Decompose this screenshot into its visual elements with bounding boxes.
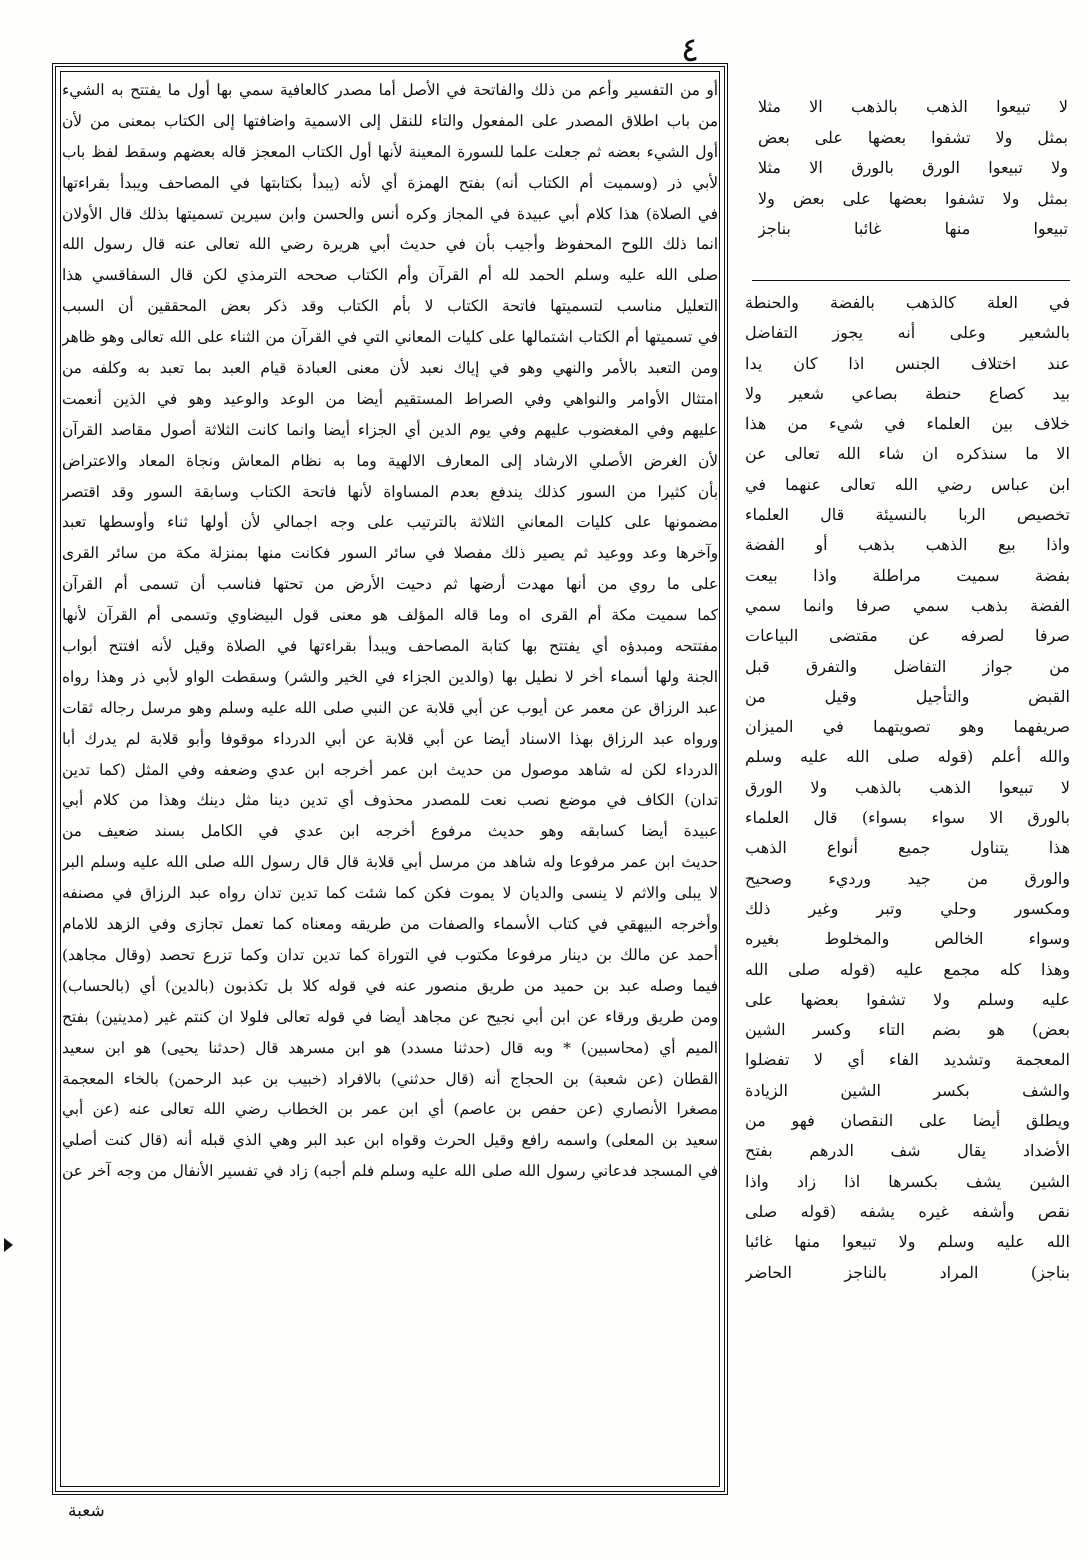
- margin-commentary-line: والشف بكسر الشين الزيادة: [745, 1080, 1070, 1100]
- main-text-line: الميم أي (محاسبين) * وبه قال (حدثنا مسدد) هو ابن مسرهد قال (حدثنا يحيى) هو ابن سعيد: [62, 1038, 718, 1057]
- margin-commentary-line: لا تبيعوا الذهب بالذهب ولا الورق: [745, 777, 1070, 797]
- margin-commentary-line: والله أعلم (قوله صلى الله عليه وسلم: [745, 747, 1070, 767]
- main-text-line: الدرداء لكن له شاهد موصول من حديث ابن عمر أخرجه ابن عدي وضعفه وفي المثل (كما تدين: [62, 760, 718, 779]
- margin-commentary-line: ومكسور وحلي وتبر وغير ذلك: [745, 898, 1070, 918]
- catchword: شعبة: [68, 1501, 105, 1521]
- margin-commentary-line: تخصيص الربا بالنسيئة قال العلماء: [745, 505, 1070, 525]
- page-edge-marker: [4, 1238, 13, 1252]
- main-text-line: في المسجد فدعاني رسول الله صلى الله عليه وسلم فلم أجبه) زاد في تفسير الأنفال من وجه آخر عن: [62, 1162, 718, 1181]
- margin-hadith-line: لا تبيعوا الذهب بالذهب الا مثلا: [758, 97, 1068, 116]
- main-text-line: صلى الله عليه وسلم الحمد لله أم القرآن وأم الكتاب صححه الترمذي لكن قال السفاقسي هذا: [62, 266, 718, 285]
- margin-hadith-line: تبيعوا منها غائبا بناجز: [758, 219, 1068, 238]
- main-text-line: ومن التعبد بالأمر والنهي وهو في إياك نعبد لأن معنى العبادة قيام العبد بما تعبد به وكلفه من: [62, 359, 718, 378]
- main-text-line: وأخرجه البيهقي في كتاب الأسماء والصفات من طريقه ومعناه كما تعمل تجازى وفي الزهد للامام: [62, 915, 718, 934]
- main-text-line: بأن كثيرا من السور كذلك يندفع بعدم المساواة لأنها فاتحة الكتاب وسابقة السور وقد اقتصر: [62, 482, 718, 501]
- margin-commentary-line: هذا يتناول جميع أنواع الذهب: [745, 838, 1070, 858]
- margin-commentary-line: خلاف بين العلماء في شيء من هذا: [745, 414, 1070, 434]
- main-text-line: كما سميت مكة أم القرى اه وما قاله المؤلف هو معنى قول البيضاوي وتسمى أم القرآن لأنها: [62, 606, 718, 625]
- main-text-line: أول الشيء بعضه ثم جعلت علما للسورة المعينة لأنها أول الكتاب المعجز قاله بعضهم وسقط لفظ باب: [62, 142, 718, 161]
- margin-commentary-line: بناجز) المراد بالناجز الحاضر: [745, 1262, 1070, 1282]
- main-text-line: تدان) الكاف في موضع نصب نعت للمصدر محذوف أي تدين دينا مثل دينك وهذا من كلام أبي: [62, 791, 718, 810]
- main-text-line: لا يبلى والاثم لا ينسى والديان لا يموت فكن كما شئت كما تدين تدان رواه عبد الرزاق في مصنفه: [62, 884, 718, 903]
- main-text-line: مصغرا الأنصاري (عن حفص بن عاصم) أي ابن عمر بن الخطاب رضي الله تعالى عنه (عن أبي: [62, 1100, 718, 1119]
- main-text-line: مفتتحه ومبدؤه أي يفتتح بها كتابة المصاحف ويبدأ بقراءتها في الصلاة وقيل لأنه افتتح أبواب: [62, 637, 718, 656]
- main-text-line: لأن الغرض الأصلي الارشاد إلى المعارف الالهية وما به نظام المعاش ونجاة المعاد والاعتراض: [62, 451, 718, 470]
- margin-commentary-line: صرفا لصرفه عن مقتضى البياعات: [745, 626, 1070, 646]
- main-text-line: من باب اطلاق المصدر على المفعول والتاء للنقل إلى الاسمية واضافتها إلى الكتاب بمعنى من لأن: [62, 111, 718, 130]
- margin-commentary-line: عليه وسلم ولا تشفوا بعضها على: [745, 989, 1070, 1009]
- main-text-line: عليهم وفي المغضوب عليهم وفي يوم الدين أي الجزاء أيضا وانما كانت الثلاثة أصول مقاصد القرآن: [62, 420, 718, 439]
- main-text-line: حديث ابن عمر مرفوعا وله شاهد من مرسل أبي قلابة قال قال رسول الله صلى الله عليه وسلم البر: [62, 853, 718, 872]
- page-number: ٤: [680, 30, 700, 70]
- main-text-line: وآخرها وعد ووعيد ثم يصير ذلك مفصلا في سائر السور فكانت منها بمنزلة مكة من سائر القرى: [62, 544, 718, 563]
- margin-commentary-line: من جواز التفاضل والتفرق قبل: [745, 656, 1070, 676]
- main-text-line: فيما وصله عبد بن حميد من طريق منصور عنه في قوله كلا بل تكذبون (بالدين) أي (بالحساب): [62, 976, 718, 995]
- margin-hadith-text: [758, 92, 1068, 245]
- main-text-line: ومن طريق ورقاء عن ابن أبي نجيح عن مجاهد أيضا في قوله تعالى فلولا ان كنتم غير (مدينين) بفتح: [62, 1007, 718, 1026]
- margin-commentary-line: واذا بيع الذهب بذهب أو الفضة: [745, 535, 1070, 555]
- margin-commentary-line: القبض والتأجيل وقيل من: [745, 686, 1070, 706]
- margin-commentary-line: في العلة كالذهب بالفضة والحنطة: [745, 293, 1070, 312]
- margin-commentary-line: ابن عباس رضي الله تعالى عنهما في: [745, 474, 1070, 494]
- main-text-line: أو من التفسير وأعم من ذلك والفاتحة في الأصل أما مصدر كالعافية سمي بها أول ما يفتتح به الشيء: [62, 81, 718, 99]
- main-text-column: [62, 75, 718, 1487]
- margin-divider: [752, 280, 1070, 281]
- main-text-line: مضمونها على كليات المعاني الثلاثة بالترتيب على وجه اجمالي لأن أولها ثناء وأوسطها تعبد: [62, 513, 718, 532]
- margin-commentary-line: ويطلق أيضا على النقصان فهو من: [745, 1111, 1070, 1131]
- margin-commentary-line: نقص وأشفه غيره يشفه (قوله صلى: [745, 1201, 1070, 1221]
- margin-commentary-line: الله عليه وسلم ولا تبيعوا منها غائبا: [745, 1232, 1070, 1252]
- margin-commentary-line: الفضة بذهب سمي صرفا وانما سمي: [745, 595, 1070, 615]
- main-text-line: عبد الرزاق عن معمر عن أيوب عن أبي قلابة عن النبي صلى الله عليه وسلم وهو مرسل رجاله ثقات: [62, 698, 718, 717]
- margin-commentary-line: بالشعير وعلى أنه يجوز التفاضل: [745, 323, 1070, 343]
- margin-hadith-line: ولا تبيعوا الورق بالورق الا مثلا: [758, 158, 1068, 177]
- main-text-line: أحمد عن مالك بن دينار مرفوعا مكتوب في التوراة كما تدين تدان وكما تزرع تحصد (وقال مجاهد): [62, 945, 718, 964]
- margin-commentary-line: الشين يشف بكسرها اذا زاد واذا: [745, 1171, 1070, 1191]
- margin-commentary-line: والورق من جيد ورديء وصحيح: [745, 868, 1070, 888]
- margin-commentary-line: وهذا كله مجمع عليه (قوله صلى الله: [745, 959, 1070, 979]
- margin-hadith-line: بمثل ولا تشفوا بعضها على بعض: [758, 127, 1068, 147]
- margin-commentary-line: بالورق الا سواء بسواء) قال العلماء: [745, 808, 1070, 828]
- margin-commentary-text: [745, 288, 1070, 1288]
- margin-commentary-line: وسواء الخالص والمخلوط بغيره: [745, 929, 1070, 949]
- margin-commentary-line: صريفهما وهو تصويتهما في الميزان: [745, 717, 1070, 737]
- main-text-line: انما ذلك اللوح المحفوظ وأجيب بأن في حديث أبي هريرة رضي الله تعالى عنه قال رسول الله: [62, 235, 718, 254]
- margin-hadith-line: بمثل ولا تشفوا بعضها على بعض ولا: [758, 188, 1068, 208]
- main-text-line: في تسميتها أم الكتاب اشتمالها على كليات المعاني التي في القرآن من الثناء على الله تعالى وهو ظاهر: [62, 328, 718, 347]
- main-text-line: ورواه عبد الرزاق بهذا الاسناد أيضا عن أبي قلابة عن أبي الدرداء موقوفا وأبو قلابة لم يدرك أبا: [62, 729, 718, 748]
- main-text-line: الجنة ولها أسماء أخر لا نطيل بها (والدين الجزاء في الخير والشر) وسقطت الواو لأبي ذر وهذا رواه: [62, 667, 718, 686]
- main-text-line: القطان (عن شعبة) بن الحجاج أنه (قال حدثني) بالافراد (خبيب بن عبد الرحمن) بالخاء المعجمة: [62, 1069, 718, 1088]
- main-text-line: امتثال الأوامر والنواهي وفي الصراط المستقيم أيضا من الوعد والوعيد وهو في الذين أنعمت: [62, 389, 718, 408]
- main-text-line: عبيدة أيضا كسابقه وهو حديث مرفوع أخرجه ابن عدي في الكامل بسند ضعيف من: [62, 822, 718, 841]
- main-text-line: على ما روي من أنها مهدت أرضها ثم دحيت الأرض من تحتها فناسب أن تسمى أم القرآن: [62, 575, 718, 594]
- main-text-line: في الصلاة) هذا كلام أبي عبيدة في المجاز وكره أنس والحسن وابن سيرين تسميتها بذلك قال الأولان: [62, 204, 718, 223]
- margin-commentary-line: الأضداد يقال شف الدرهم بفتح: [745, 1141, 1070, 1161]
- main-text-line: لأبي ذر (وسميت أم الكتاب أنه) بفتح الهمزة أي لأنه (يبدأ بكتابتها في المصاحف ويبدأ بقراءتها: [62, 173, 718, 192]
- margin-commentary-line: بفضة سميت مراطلة واذا بيعت: [745, 565, 1070, 585]
- margin-commentary-line: بيد كصاع حنطة بصاعي شعير ولا: [745, 383, 1070, 403]
- margin-commentary-line: بعض) هو بضم التاء وكسر الشين: [745, 1020, 1070, 1040]
- margin-commentary-line: عند اختلاف الجنس اذا كان يدا: [745, 353, 1070, 373]
- margin-commentary-line: الا ما سنذكره ان شاء الله تعالى عن: [745, 444, 1070, 464]
- margin-commentary-line: المعجمة وتشديد الفاء أي لا تفضلوا: [745, 1050, 1070, 1070]
- main-text-line: سعيد بن المعلى) واسمه رافع وقيل الحرث وقواه ابن عبد البر وهي الذي قبله أنه (قال كنت أصلي: [62, 1131, 718, 1150]
- main-text-line: التعليل مناسب لتسميتها فاتحة الكتاب لا بأم الكتاب وقد ذكر بعض المحققين أن السبب: [62, 297, 718, 316]
